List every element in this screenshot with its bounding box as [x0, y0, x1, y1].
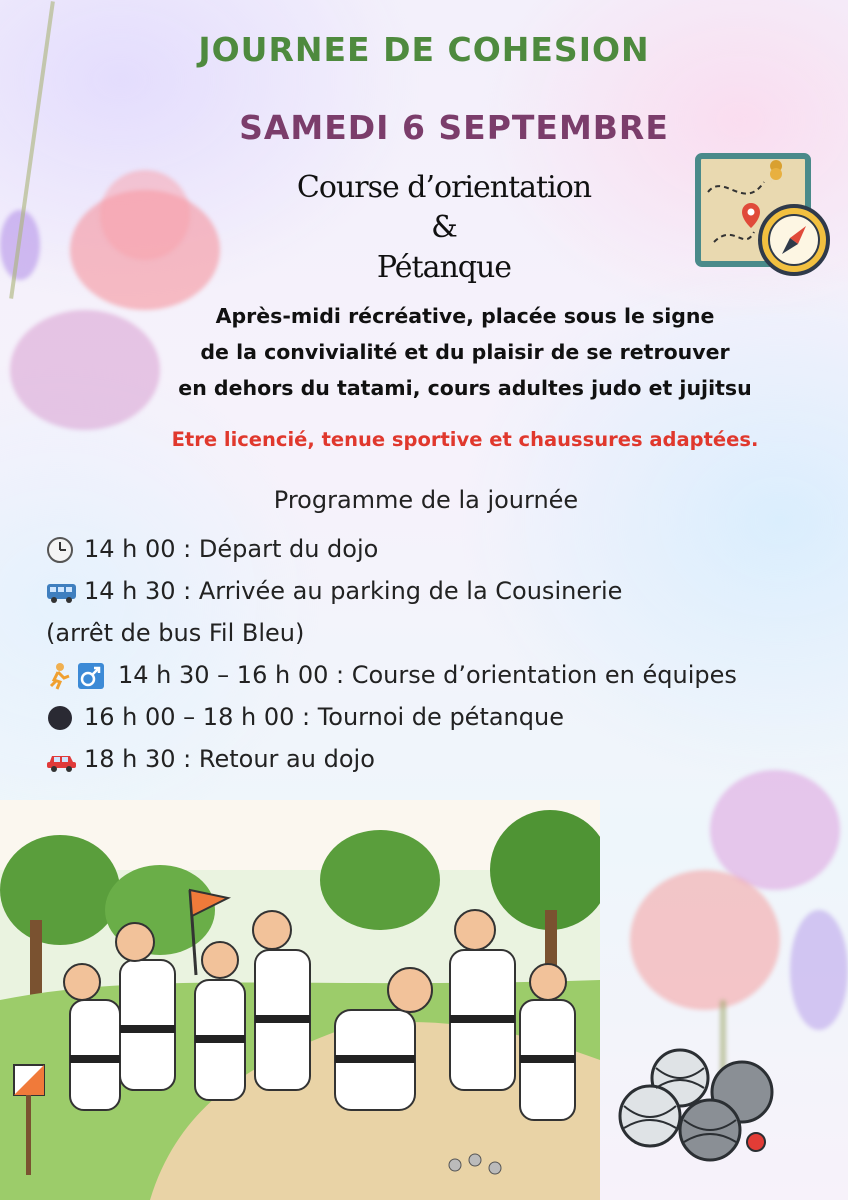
program-item-text: 14 h 30 : Arrivée au parking de la Cousinerie [84, 577, 623, 605]
program-item-text: (arrêt de bus Fil Bleu) [46, 619, 305, 647]
program-item-text: 14 h 00 : Départ du dojo [84, 535, 379, 563]
program-title: Programme de la journée [273, 486, 579, 514]
activity-ampersand: & [431, 210, 457, 245]
program-item [46, 612, 737, 654]
program-item [46, 738, 737, 780]
judo-group-illustration [0, 800, 600, 1200]
program-item [46, 570, 737, 612]
event-date: SAMEDI 6 SEPTEMBRE [239, 108, 669, 147]
intro-line-1: Après-midi récréative, placée sous le signe [215, 304, 715, 328]
intro-line-2: de la convivialité et du plaisir de se retrouver [200, 340, 730, 364]
map-compass-icon [694, 152, 834, 280]
program-item [46, 696, 737, 738]
program-item [46, 528, 737, 570]
program-item-text: 16 h 00 – 18 h 00 : Tournoi de pétanque [84, 703, 564, 731]
intro-text [0, 298, 848, 406]
event-title: JOURNEE DE COHESION [198, 30, 650, 69]
clock-icon [46, 536, 76, 562]
program-item-text: 18 h 30 : Retour au dojo [84, 745, 375, 773]
bus-icon [46, 578, 76, 604]
program-item-text: 14 h 30 – 16 h 00 : Course d’orientation en équipes [118, 661, 737, 689]
intro-line-3: en dehors du tatami, cours adultes judo et jujitsu [178, 376, 752, 400]
activity-line-2: Pétanque [376, 250, 512, 285]
requirements-warning: Etre licencié, tenue sportive et chaussures adaptées. [171, 428, 759, 451]
petanque-balls-icon [612, 1046, 782, 1166]
car-icon [46, 746, 76, 772]
program-list [46, 528, 737, 780]
black-circle-icon [46, 704, 76, 730]
activity-line-1: Course d’orientation [296, 170, 592, 205]
runner-icon [46, 662, 110, 688]
program-item [46, 654, 737, 696]
